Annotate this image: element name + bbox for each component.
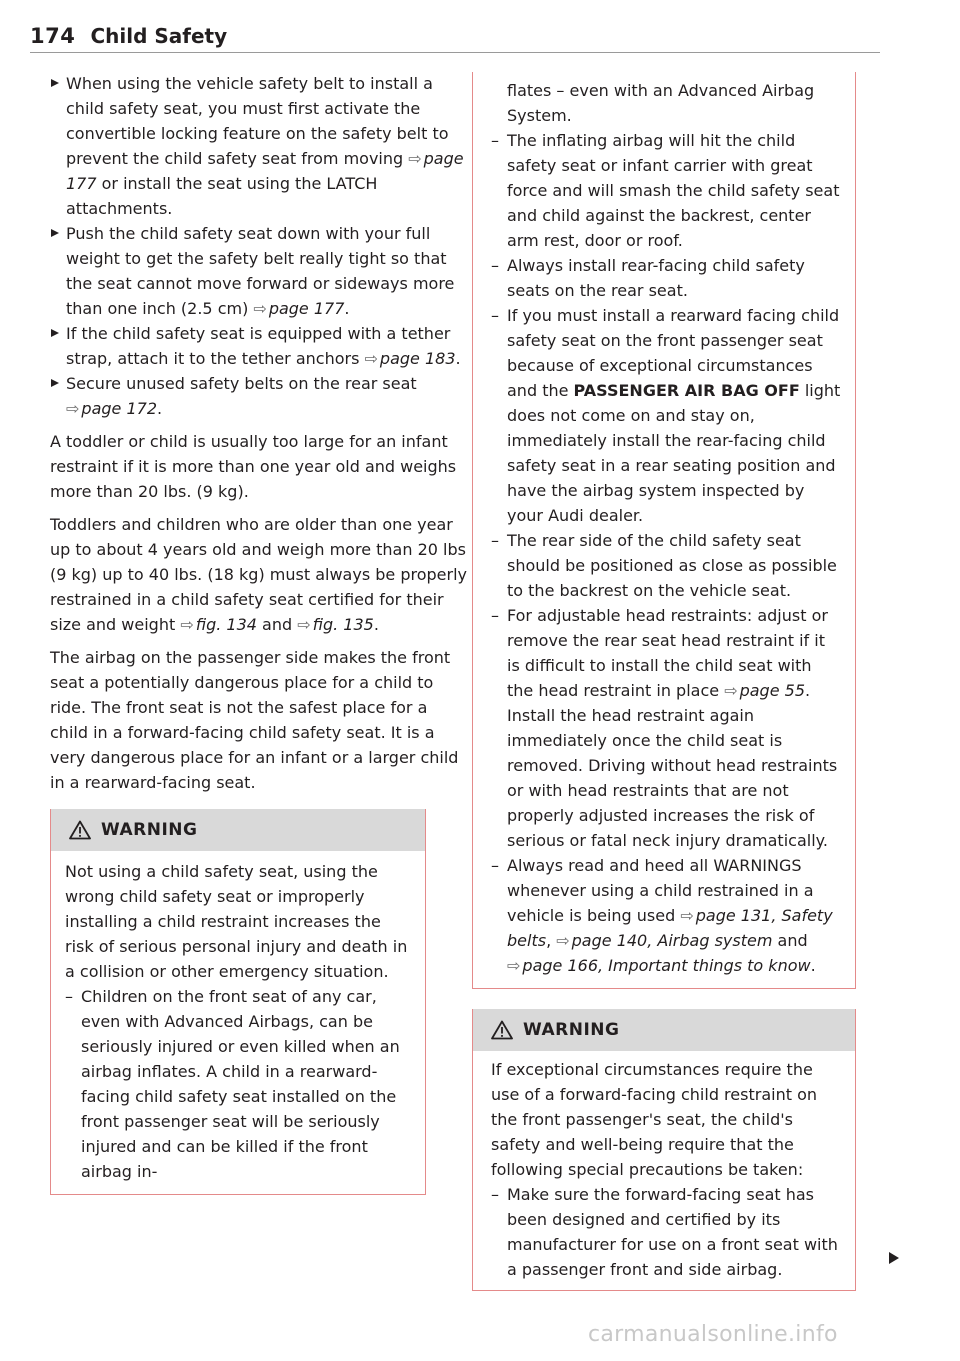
warning-item: – For adjustable head restraints: adjust or remove the rear seat head restraint if it is difficult to install the child seat with the head restraint in place ⇨ page 55. Install the head restraint again immediately once the child seat is removed. Driving without head restraints or with head restraints that are not properly adjusted increases the risk of serious or fatal neck injury dramatically. <box>491 603 841 853</box>
warning-header <box>473 1009 855 1051</box>
page-number: 174 <box>30 24 76 48</box>
warning-text: Not using a child safety seat, using the wrong child safety seat or improperly installing a child restraint increases the risk of serious personal injury and death in a collision or other emergency situation. <box>65 862 408 981</box>
watermark: carmanualsonline.info <box>588 1322 838 1347</box>
paragraph: The airbag on the passenger side makes the front seat a potentially dangerous place for a child to ride. The front seat is not the safest place for a child in a forward-facing child safety seat. It is a very dangerous place for an infant or a larger child in a rearward-facing seat. <box>50 648 459 792</box>
warning-header <box>51 809 425 851</box>
bullet-arrow-icon <box>51 79 59 87</box>
page-header <box>30 24 880 48</box>
warning-title: WARNING <box>523 1019 620 1040</box>
warning-item: – Always read and heed all WARNINGS whenever using a child restrained in a vehicle is being used ⇨ page 131, Safety belts, ⇨ page 140, Airbag system and ⇨ page 166, Important things to know. <box>491 853 841 978</box>
section-title: Child Safety <box>90 24 228 48</box>
page-reference-link[interactable]: ⇨ page 177 <box>253 299 345 318</box>
warning-continuation-box <box>472 72 856 989</box>
bullet-arrow-icon <box>51 379 59 387</box>
page-reference-link[interactable]: ⇨ page 166, Important things to know <box>507 956 811 975</box>
bullet-arrow-icon <box>51 329 59 337</box>
warning-text: If exceptional circumstances require the use of a forward-facing child restraint on the front passenger's seat, the child's safety and well-being require that the following special precautions be taken: <box>491 1060 817 1179</box>
warning-item: – Make sure the forward-facing seat has been designed and certified by its manufacturer for use on a front seat with a passenger front and side airbag. <box>491 1182 841 1282</box>
page-reference-link[interactable]: ⇨ page 131, Safety belts <box>507 906 833 950</box>
warning-list <box>491 128 841 978</box>
indicator-light-label: PASSENGER AIR BAG OFF <box>573 381 800 400</box>
page-reference-link[interactable]: ⇨ page 140, Airbag system <box>556 931 773 950</box>
warning-item: – Always install rear-facing child safety seats on the rear seat. <box>491 253 841 303</box>
figure-reference-link[interactable]: ⇨ fig. 135 <box>297 615 374 634</box>
page-reference-link[interactable]: ⇨ page 172 <box>66 399 157 418</box>
continue-arrow-icon <box>889 1252 899 1264</box>
bullet-arrow-icon <box>51 229 59 237</box>
paragraph: A toddler or child is usually too large for an infant restraint if it is more than one year old and weighs more than 20 lbs. (9 kg). <box>50 432 457 501</box>
warning-title: WARNING <box>101 819 198 840</box>
warning-body <box>51 851 425 1194</box>
page-reference-link[interactable]: ⇨ page 177 <box>66 149 464 193</box>
warning-triangle-icon <box>491 1020 513 1040</box>
warning-item: – The inflating airbag will hit the child safety seat or infant carrier with great force and will smash the child safety seat and child against the backrest, center arm rest, door or roof. <box>491 128 841 253</box>
header-divider <box>30 52 880 53</box>
instruction-item: When using the vehicle safety belt to install a child safety seat, you must first activate the convertible locking feature on the safety belt to prevent the child safety seat from moving ⇨ page 177 or install the seat using the LATCH attachments. <box>50 71 470 221</box>
figure-reference-link[interactable]: ⇨ fig. 134 <box>180 615 257 634</box>
warning-triangle-icon <box>69 820 91 840</box>
warning-item: – If you must install a rearward facing child safety seat on the front passenger seat because of exceptional circumstances and the PASSENGER AIR BAG OFF light does not come on and stay on, immediately install the rear-facing child safety seat in a rear seating position and have the airbag system inspected by your Audi dealer. <box>491 303 841 528</box>
continued-text: flates – even with an Advanced Airbag System. <box>507 81 815 125</box>
paragraph: Toddlers and children who are older than one year up to about 4 years old and weigh more than 20 lbs (9 kg) up to 40 lbs. (18 kg) must always be properly restrained in a child safety seat certified for their size and weight ⇨ fig. 134 and ⇨ fig. 135. <box>50 515 467 634</box>
page-reference-link[interactable]: ⇨ page 55 <box>724 681 805 700</box>
instruction-item: If the child safety seat is equipped with a tether strap, attach it to the tether anchors ⇨ page 183. <box>50 321 470 371</box>
warning-body <box>473 72 855 988</box>
warning-list <box>65 984 411 1184</box>
warning-list <box>491 1182 841 1282</box>
left-column <box>50 71 470 1195</box>
instruction-item: Push the child safety seat down with your full weight to get the safety belt really tight so that the seat cannot move forward or sideways more than one inch (2.5 cm) ⇨ page 177. <box>50 221 470 321</box>
right-column <box>482 72 882 1291</box>
warning-body <box>473 1051 855 1290</box>
page-reference-link[interactable]: ⇨ page 183 <box>364 349 456 368</box>
instruction-item: Secure unused safety belts on the rear seat ⇨ page 172. <box>50 371 470 421</box>
warning-box <box>472 1009 856 1291</box>
warning-box <box>50 809 426 1195</box>
warning-item: – Children on the front seat of any car, even with Advanced Airbags, can be seriously injured or even killed when an airbag inflates. A child in a rearward-facing child safety seat installed on the front passenger seat will be seriously injured and can be killed if the front airbag in- <box>65 984 411 1184</box>
warning-item: – The rear side of the child safety seat should be positioned as close as possible to the backrest on the vehicle seat. <box>491 528 841 603</box>
